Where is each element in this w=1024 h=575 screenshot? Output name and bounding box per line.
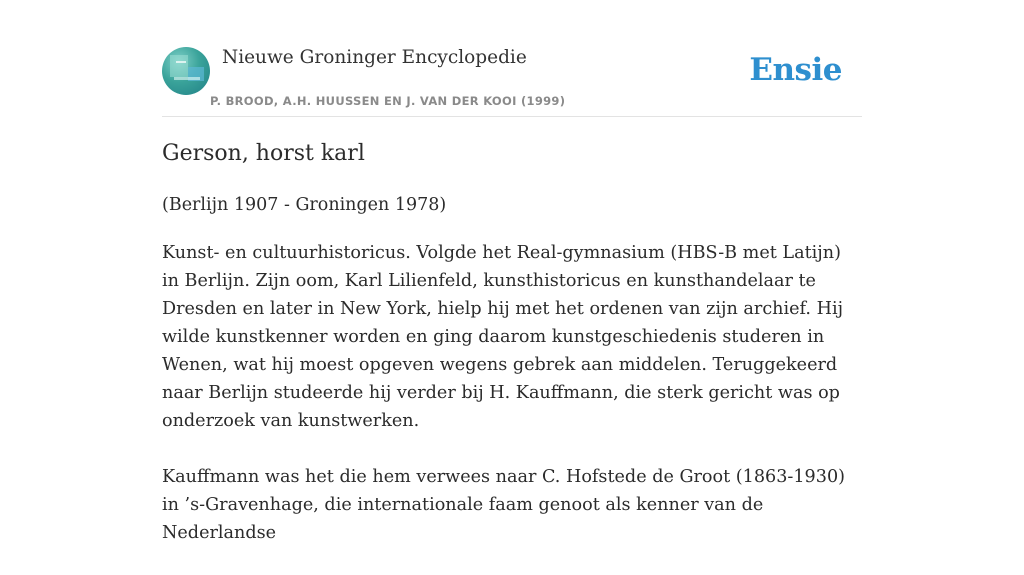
- entry-title: Gerson, horst karl: [162, 141, 365, 166]
- entry-paragraph: Kauffmann was het die hem verwees naar C. Hofstede de Groot (1863-1930) in ’s-Gravenhage, die internationale faam genoot als kenner van de Nederlandse: [162, 467, 846, 543]
- book-cover-icon[interactable]: [162, 47, 210, 95]
- entry-paragraph: Kunst- en cultuurhistoricus. Volgde het Real-gymnasium (HBS-B met Latijn) in Berlijn. Zijn oom, Karl Lilienfeld, kunsthistoricus en kunsthandelaar te Dresden en later in New York, hielp hij met het ordenen van zijn archief. Hij wilde kunstkenner worden en ging daarom kunstgeschiedenis studeren in Wenen, wat hij moest opgeven wegens gebrek aan middelen. Teruggekeerd naar Berlijn studeerde hij verder bij H. Kauffmann, die sterk gericht was op onderzoek van kunstwerken.: [162, 243, 844, 431]
- book-authors: P. BROOD, A.H. HUUSSEN EN J. VAN DER KOOI (1999): [210, 94, 566, 108]
- entry-subtitle: (Berlijn 1907 - Groningen 1978): [162, 195, 447, 215]
- book-title-link[interactable]: Nieuwe Groninger Encyclopedie: [222, 47, 527, 68]
- ensie-logo-link[interactable]: Ensie: [749, 52, 842, 88]
- site-header: [162, 40, 862, 117]
- entry-body: [162, 239, 862, 575]
